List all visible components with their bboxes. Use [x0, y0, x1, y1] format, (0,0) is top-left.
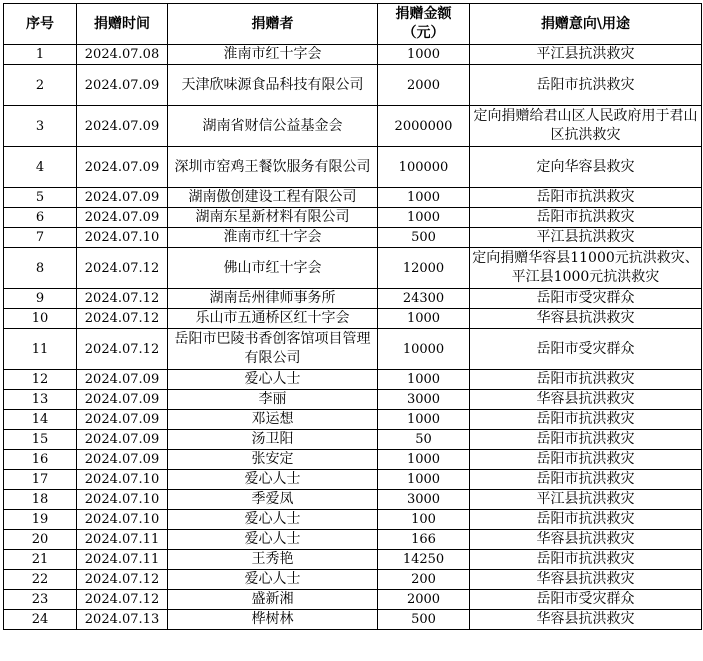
cell-donation-date: 2024.07.09 [77, 65, 168, 106]
cell-amount: 500 [378, 228, 470, 248]
cell-amount: 14250 [378, 550, 470, 570]
table-row [4, 470, 702, 490]
cell-donation-date: 2024.07.09 [77, 390, 168, 410]
cell-purpose: 华容县抗洪救灾 [470, 530, 702, 550]
cell-serial-number: 12 [4, 370, 77, 390]
cell-serial-number: 22 [4, 570, 77, 590]
cell-amount: 24300 [378, 289, 470, 309]
table-row [4, 610, 702, 630]
table-row [4, 208, 702, 228]
header-donation-date: 捐赠时间 [77, 4, 168, 45]
cell-amount: 12000 [378, 248, 470, 289]
table-row [4, 370, 702, 390]
cell-amount: 3000 [378, 390, 470, 410]
cell-donor: 季爱凤 [168, 490, 378, 510]
cell-donor: 淮南市红十字会 [168, 45, 378, 65]
cell-purpose: 岳阳市抗洪救灾 [470, 470, 702, 490]
cell-purpose: 岳阳市抗洪救灾 [470, 188, 702, 208]
table-row [4, 147, 702, 188]
header-purpose: 捐赠意向\用途 [470, 4, 702, 45]
cell-donation-date: 2024.07.09 [77, 208, 168, 228]
table-row [4, 570, 702, 590]
cell-serial-number: 7 [4, 228, 77, 248]
cell-serial-number: 2 [4, 65, 77, 106]
table-row [4, 309, 702, 329]
table-row [4, 590, 702, 610]
cell-donation-date: 2024.07.08 [77, 45, 168, 65]
cell-purpose: 定向捐赠给君山区人民政府用于君山区抗洪救灾 [470, 106, 702, 147]
table-row [4, 106, 702, 147]
cell-serial-number: 19 [4, 510, 77, 530]
cell-purpose: 平江县抗洪救灾 [470, 45, 702, 65]
header-donor: 捐赠者 [168, 4, 378, 45]
cell-donation-date: 2024.07.09 [77, 430, 168, 450]
cell-donation-date: 2024.07.12 [77, 248, 168, 289]
cell-donation-date: 2024.07.12 [77, 590, 168, 610]
cell-donation-date: 2024.07.11 [77, 530, 168, 550]
cell-donation-date: 2024.07.13 [77, 610, 168, 630]
cell-serial-number: 5 [4, 188, 77, 208]
cell-serial-number: 21 [4, 550, 77, 570]
cell-serial-number: 4 [4, 147, 77, 188]
cell-donor: 乐山市五通桥区红十字会 [168, 309, 378, 329]
cell-serial-number: 3 [4, 106, 77, 147]
cell-serial-number: 6 [4, 208, 77, 228]
cell-serial-number: 13 [4, 390, 77, 410]
table-row [4, 390, 702, 410]
cell-donation-date: 2024.07.09 [77, 410, 168, 430]
cell-purpose: 定向捐赠华容县11000元抗洪救灾、平江县1000元抗洪救灾 [470, 248, 702, 289]
table-row [4, 45, 702, 65]
cell-donor: 爱心人士 [168, 530, 378, 550]
cell-amount: 50 [378, 430, 470, 450]
cell-purpose: 岳阳市受灾群众 [470, 590, 702, 610]
cell-donor: 湖南傲创建设工程有限公司 [168, 188, 378, 208]
cell-donor: 汤卫阳 [168, 430, 378, 450]
cell-donor: 岳阳市巴陵书香创客馆项目管理有限公司 [168, 329, 378, 370]
cell-purpose: 岳阳市抗洪救灾 [470, 510, 702, 530]
cell-donor: 爱心人士 [168, 510, 378, 530]
cell-serial-number: 11 [4, 329, 77, 370]
cell-amount: 1000 [378, 470, 470, 490]
cell-purpose: 华容县抗洪救灾 [470, 390, 702, 410]
cell-serial-number: 18 [4, 490, 77, 510]
cell-purpose: 岳阳市抗洪救灾 [470, 550, 702, 570]
cell-purpose: 华容县抗洪救灾 [470, 610, 702, 630]
cell-amount: 2000000 [378, 106, 470, 147]
cell-serial-number: 16 [4, 450, 77, 470]
cell-donation-date: 2024.07.12 [77, 309, 168, 329]
cell-purpose: 华容县抗洪救灾 [470, 570, 702, 590]
cell-donation-date: 2024.07.12 [77, 329, 168, 370]
cell-donor: 佛山市红十字会 [168, 248, 378, 289]
cell-amount: 10000 [378, 329, 470, 370]
cell-amount: 200 [378, 570, 470, 590]
cell-donation-date: 2024.07.11 [77, 550, 168, 570]
cell-purpose: 岳阳市抗洪救灾 [470, 410, 702, 430]
cell-purpose: 岳阳市抗洪救灾 [470, 370, 702, 390]
table-header-row [4, 4, 702, 45]
table-row [4, 430, 702, 450]
cell-purpose: 岳阳市受灾群众 [470, 329, 702, 370]
cell-donation-date: 2024.07.10 [77, 470, 168, 490]
cell-donor: 天津欣味源食品科技有限公司 [168, 65, 378, 106]
cell-donation-date: 2024.07.09 [77, 147, 168, 188]
table-row [4, 450, 702, 470]
cell-purpose: 岳阳市抗洪救灾 [470, 65, 702, 106]
cell-purpose: 平江县抗洪救灾 [470, 490, 702, 510]
cell-amount: 1000 [378, 45, 470, 65]
table-row [4, 329, 702, 370]
cell-donation-date: 2024.07.09 [77, 450, 168, 470]
cell-serial-number: 14 [4, 410, 77, 430]
cell-amount: 166 [378, 530, 470, 550]
cell-donor: 爱心人士 [168, 570, 378, 590]
cell-serial-number: 9 [4, 289, 77, 309]
cell-amount: 2000 [378, 65, 470, 106]
cell-amount: 100000 [378, 147, 470, 188]
donation-table-sheet [3, 3, 701, 630]
header-amount: 捐赠金额 （元） [378, 4, 470, 45]
table-row [4, 248, 702, 289]
table-row [4, 490, 702, 510]
cell-amount: 100 [378, 510, 470, 530]
cell-amount: 1000 [378, 410, 470, 430]
cell-donor: 湖南省财信公益基金会 [168, 106, 378, 147]
cell-serial-number: 1 [4, 45, 77, 65]
table-row [4, 65, 702, 106]
cell-donation-date: 2024.07.09 [77, 188, 168, 208]
cell-donor: 王秀艳 [168, 550, 378, 570]
cell-amount: 1000 [378, 188, 470, 208]
cell-serial-number: 10 [4, 309, 77, 329]
cell-donor: 深圳市窑鸡王餐饮服务有限公司 [168, 147, 378, 188]
cell-purpose: 平江县抗洪救灾 [470, 228, 702, 248]
cell-purpose: 岳阳市抗洪救灾 [470, 450, 702, 470]
table-row [4, 550, 702, 570]
cell-donor: 邓运想 [168, 410, 378, 430]
cell-amount: 1000 [378, 208, 470, 228]
header-serial-number: 序号 [4, 4, 77, 45]
cell-amount: 1000 [378, 450, 470, 470]
cell-purpose: 岳阳市抗洪救灾 [470, 430, 702, 450]
cell-purpose: 岳阳市受灾群众 [470, 289, 702, 309]
cell-serial-number: 24 [4, 610, 77, 630]
cell-donation-date: 2024.07.10 [77, 228, 168, 248]
cell-purpose: 岳阳市抗洪救灾 [470, 208, 702, 228]
cell-donor: 桦树林 [168, 610, 378, 630]
table-row [4, 228, 702, 248]
cell-donor: 张安定 [168, 450, 378, 470]
cell-serial-number: 20 [4, 530, 77, 550]
cell-donation-date: 2024.07.10 [77, 490, 168, 510]
table-body [4, 45, 702, 630]
cell-purpose: 华容县抗洪救灾 [470, 309, 702, 329]
cell-purpose: 定向华容县救灾 [470, 147, 702, 188]
cell-donation-date: 2024.07.09 [77, 370, 168, 390]
cell-donor: 淮南市红十字会 [168, 228, 378, 248]
cell-amount: 500 [378, 610, 470, 630]
cell-donor: 盛新湘 [168, 590, 378, 610]
cell-serial-number: 15 [4, 430, 77, 450]
cell-donor: 爱心人士 [168, 470, 378, 490]
table-row [4, 530, 702, 550]
table-row [4, 510, 702, 530]
cell-donor: 湖南岳州律师事务所 [168, 289, 378, 309]
cell-serial-number: 17 [4, 470, 77, 490]
cell-donation-date: 2024.07.10 [77, 510, 168, 530]
cell-donation-date: 2024.07.09 [77, 106, 168, 147]
cell-amount: 3000 [378, 490, 470, 510]
cell-donor: 湖南东星新材料有限公司 [168, 208, 378, 228]
table-row [4, 188, 702, 208]
cell-donor: 爱心人士 [168, 370, 378, 390]
cell-amount: 1000 [378, 370, 470, 390]
cell-donation-date: 2024.07.12 [77, 289, 168, 309]
table-row [4, 410, 702, 430]
table-row [4, 289, 702, 309]
cell-amount: 1000 [378, 309, 470, 329]
cell-donation-date: 2024.07.12 [77, 570, 168, 590]
donation-table [3, 3, 702, 630]
cell-serial-number: 23 [4, 590, 77, 610]
cell-amount: 2000 [378, 590, 470, 610]
cell-serial-number: 8 [4, 248, 77, 289]
cell-donor: 李丽 [168, 390, 378, 410]
